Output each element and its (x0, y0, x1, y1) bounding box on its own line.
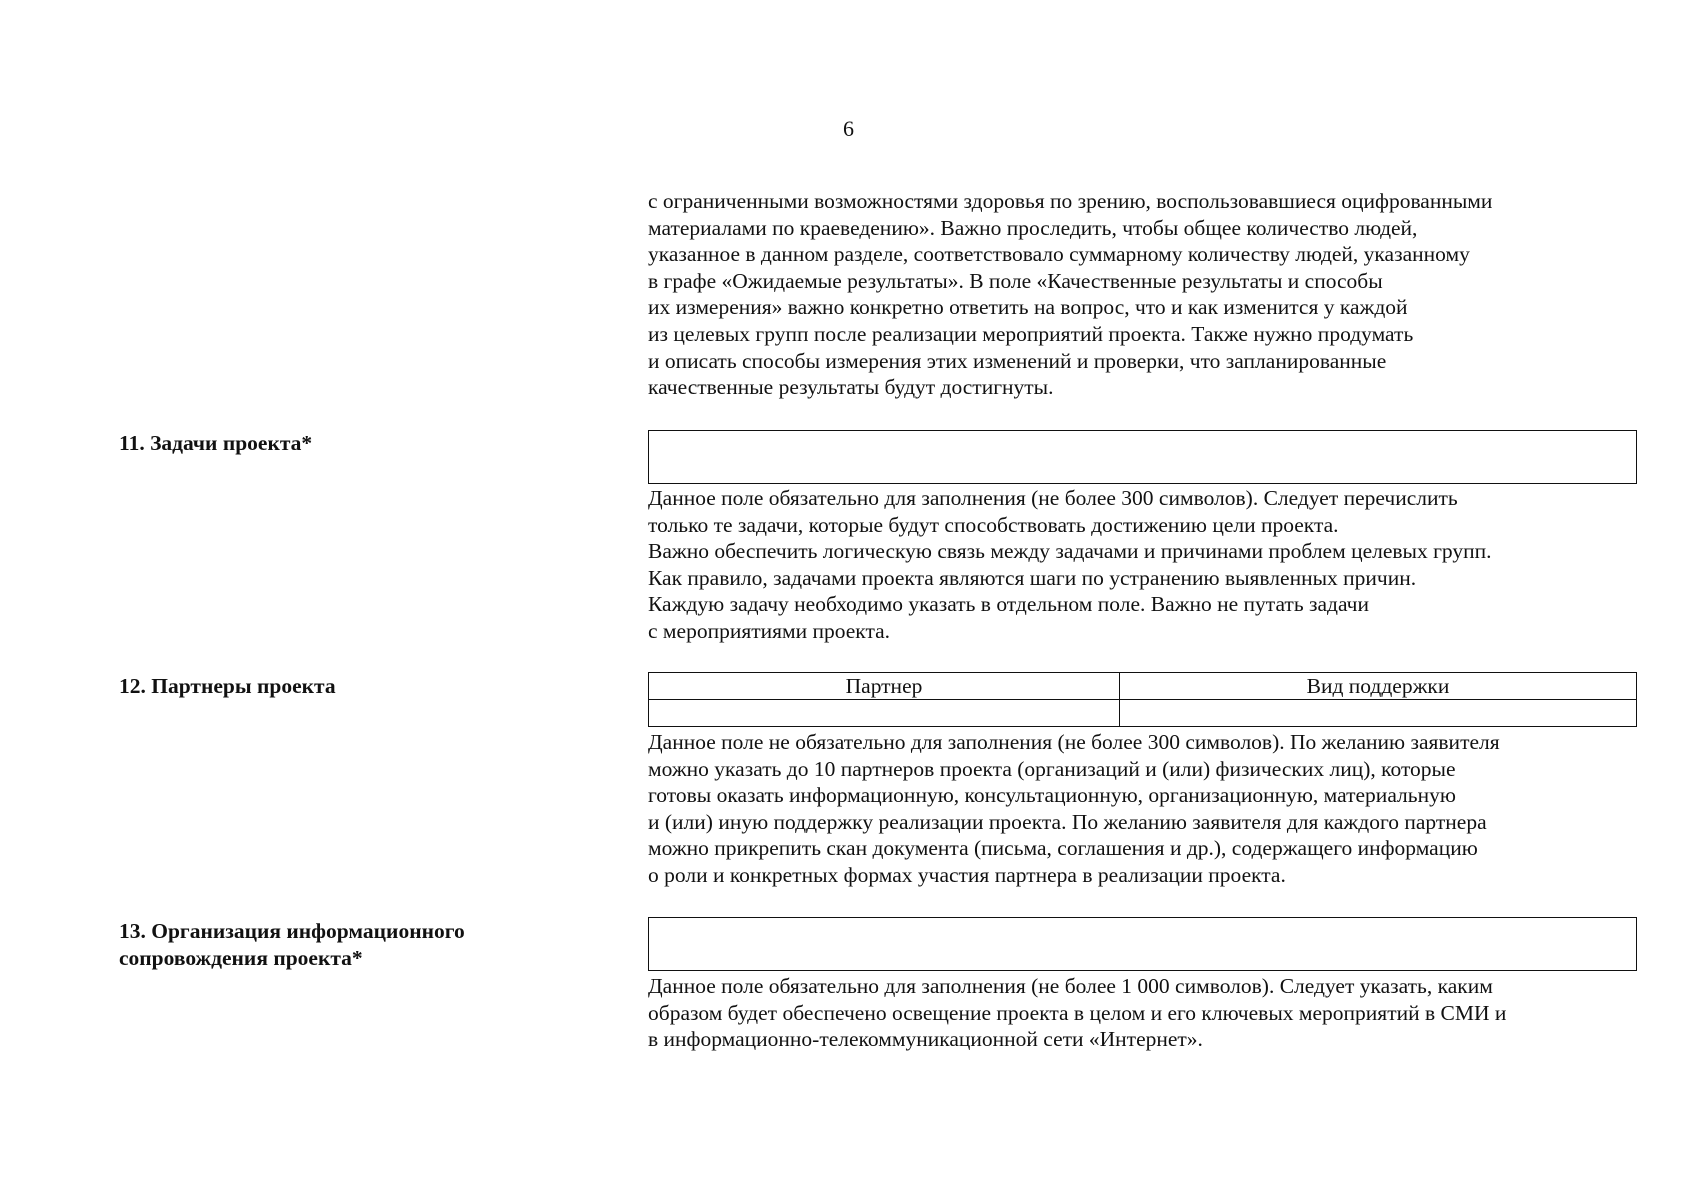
text-line: Важно обеспечить логическую связь между задачами и причинами проблем целевых групп. (648, 539, 1492, 564)
column-header-partner: Партнер (649, 673, 1120, 700)
project-tasks-input[interactable] (648, 430, 1637, 484)
text-line: можно прикрепить скан документа (письма, соглашения и др.), содержащего информацию (648, 836, 1478, 861)
information-support-input[interactable] (648, 917, 1637, 971)
partner-input-cell[interactable] (649, 700, 1120, 727)
label-line: 13. Организация информационного (119, 919, 465, 943)
table-header-row (649, 673, 1637, 700)
section-12-description (648, 729, 1648, 889)
table-row (649, 700, 1637, 727)
text-line: в информационно-телекоммуникационной сети «Интернет». (648, 1027, 1203, 1052)
page-number: 6 (843, 116, 854, 141)
text-line: Как правило, задачами проекта являются шаги по устранению выявленных причин. (648, 565, 1417, 590)
text-line: и (или) иную поддержку реализации проекта. По желанию заявителя для каждого партнера (648, 809, 1487, 834)
section-11-description (648, 485, 1648, 645)
text-line: материалами по краеведению». Важно проследить, чтобы общее количество людей, (648, 215, 1418, 240)
text-line: о роли и конкретных формах участия партнера в реализации проекта. (648, 862, 1286, 887)
text-line: Данное поле не обязательно для заполнения (не более 300 символов). По желанию заявителя (648, 730, 1500, 754)
partners-table (648, 672, 1637, 727)
text-line: Данное поле обязательно для заполнения (не более 1 000 символов). Следует указать, каким (648, 974, 1493, 998)
section-12-label (119, 673, 599, 700)
text-line: Каждую задачу необходимо указать в отдельном поле. Важно не путать задачи (648, 592, 1369, 617)
text-line: можно указать до 10 партнеров проекта (организаций и (или) физических лиц), которые (648, 756, 1456, 781)
text-line: готовы оказать информационную, консультационную, организационную, материальную (648, 783, 1456, 808)
text-line: и описать способы измерения этих изменений и проверки, что запланированные (648, 348, 1387, 373)
section-13-description (648, 973, 1648, 1053)
text-line: из целевых групп после реализации мероприятий проекта. Также нужно продумать (648, 321, 1414, 346)
label-line: 11. Задачи проекта* (119, 431, 313, 455)
text-line: с мероприятиями проекта. (648, 618, 891, 643)
text-line: Данное поле обязательно для заполнения (не более 300 символов). Следует перечислить (648, 486, 1458, 510)
section-11-label (119, 430, 599, 457)
support-type-input-cell[interactable] (1120, 700, 1637, 727)
text-line: указанное в данном разделе, соответствовало суммарному количеству людей, указанному (648, 242, 1470, 267)
intro-paragraph (648, 188, 1648, 401)
text-line: в графе «Ожидаемые результаты». В поле «Качественные результаты и способы (648, 268, 1383, 293)
text-line: качественные результаты будут достигнуты. (648, 375, 1054, 400)
section-13-label (119, 918, 599, 972)
text-line: с ограниченными возможностями здоровья по зрению, воспользовавшиеся оцифрованными (648, 189, 1493, 213)
column-header-support-type: Вид поддержки (1120, 673, 1637, 700)
text-line: только те задачи, которые будут способствовать достижению цели проекта. (648, 512, 1339, 537)
text-line: их измерения» важно конкретно ответить на вопрос, что и как изменится у каждой (648, 295, 1408, 320)
label-line: сопровождения проекта* (119, 946, 363, 970)
text-line: образом будет обеспечено освещение проекта в целом и его ключевых мероприятий в СМИ и (648, 1000, 1507, 1025)
label-line: 12. Партнеры проекта (119, 674, 336, 698)
